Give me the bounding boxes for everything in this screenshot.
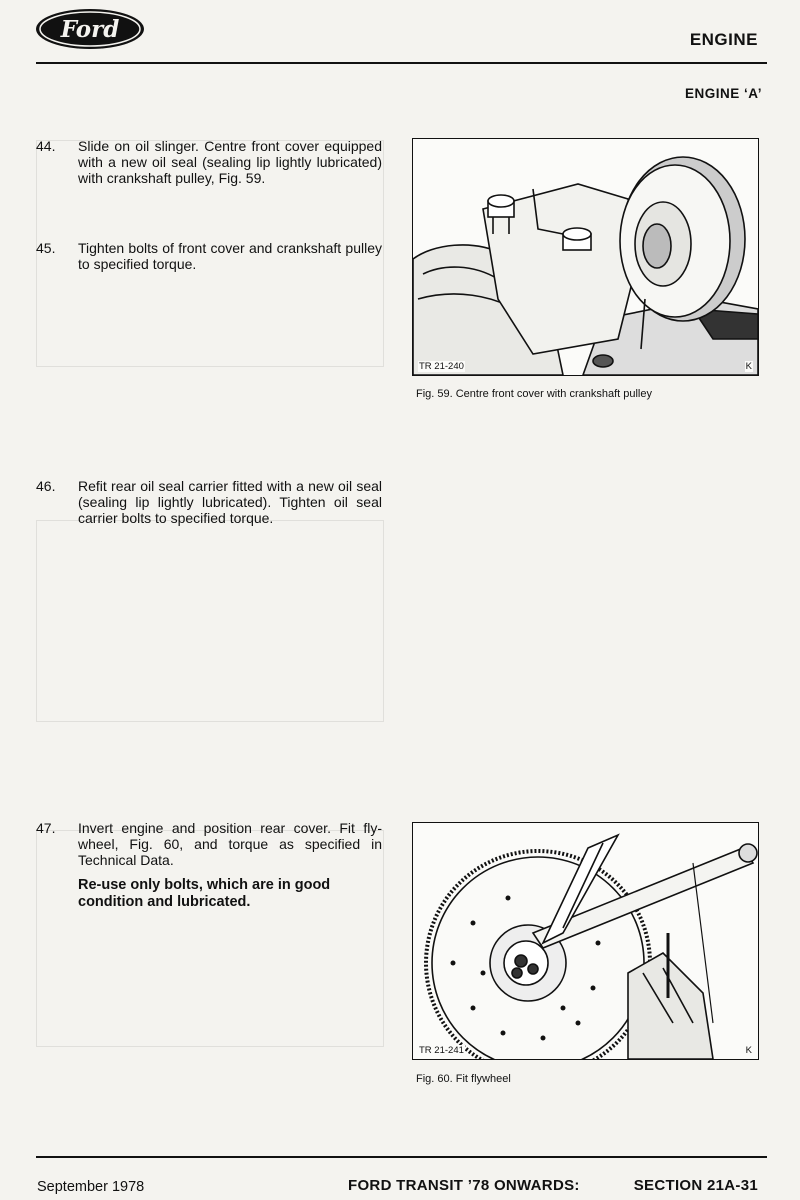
step-47 bbox=[36, 820, 382, 911]
step-text: Slide on oil slinger. Centre front cover equipped with a new oil seal (sealing lip lightly lubricated) with crankshaft pulley, Fig. 59. bbox=[78, 138, 382, 186]
footer-date: September 1978 bbox=[37, 1179, 145, 1195]
step-text: Refit rear oil seal carrier fitted with a new oil seal (sealing lip lightly lubricated). Tighten oil seal carrier bolts to specified torque. bbox=[78, 478, 382, 526]
step-number: 44. bbox=[36, 138, 56, 154]
figure-59-illustration bbox=[412, 138, 759, 376]
figure-code: TR 21-240 bbox=[419, 361, 464, 372]
step-45 bbox=[36, 240, 382, 272]
figure-corner-mark: K bbox=[745, 361, 752, 372]
figure-60-illustration bbox=[412, 822, 759, 1060]
figure-59-caption: Fig. 59. Centre front cover with crankshaft pulley bbox=[416, 388, 652, 400]
step-text: Invert engine and position rear cover. Fit fly-wheel, Fig. 60, and torque as specified in Technical Data. bbox=[78, 820, 382, 868]
figure-60-caption: Fig. 60. Fit flywheel bbox=[416, 1073, 511, 1085]
section-title: ENGINE bbox=[689, 30, 758, 49]
step-number: 47. bbox=[36, 820, 56, 836]
step-warning-note: Re-use only bolts, which are in good condition and lubricated. bbox=[78, 877, 331, 910]
step-number: 46. bbox=[36, 478, 56, 494]
step-44 bbox=[36, 138, 382, 186]
footer-title: FORD TRANSIT ’78 ONWARDS: bbox=[348, 1177, 580, 1194]
footer-section-number: SECTION 21A-31 bbox=[633, 1177, 758, 1194]
step-46 bbox=[36, 478, 382, 526]
step-text: Tighten bolts of front cover and crankshaft pulley to specified torque. bbox=[78, 240, 382, 272]
header-rule bbox=[36, 62, 767, 64]
subsection-title: ENGINE ‘A’ bbox=[684, 86, 762, 101]
footer-rule bbox=[36, 1156, 767, 1158]
show-through-ghost-2 bbox=[36, 520, 384, 722]
figure-corner-mark: K bbox=[745, 1045, 752, 1056]
figure-code: TR 21-241 bbox=[419, 1045, 464, 1056]
step-number: 45. bbox=[36, 240, 56, 256]
ford-logo bbox=[34, 7, 146, 51]
flywheel-drawing bbox=[413, 823, 758, 1059]
svg-text:Ford: Ford bbox=[60, 16, 120, 43]
crankshaft-pulley-drawing bbox=[413, 139, 758, 375]
